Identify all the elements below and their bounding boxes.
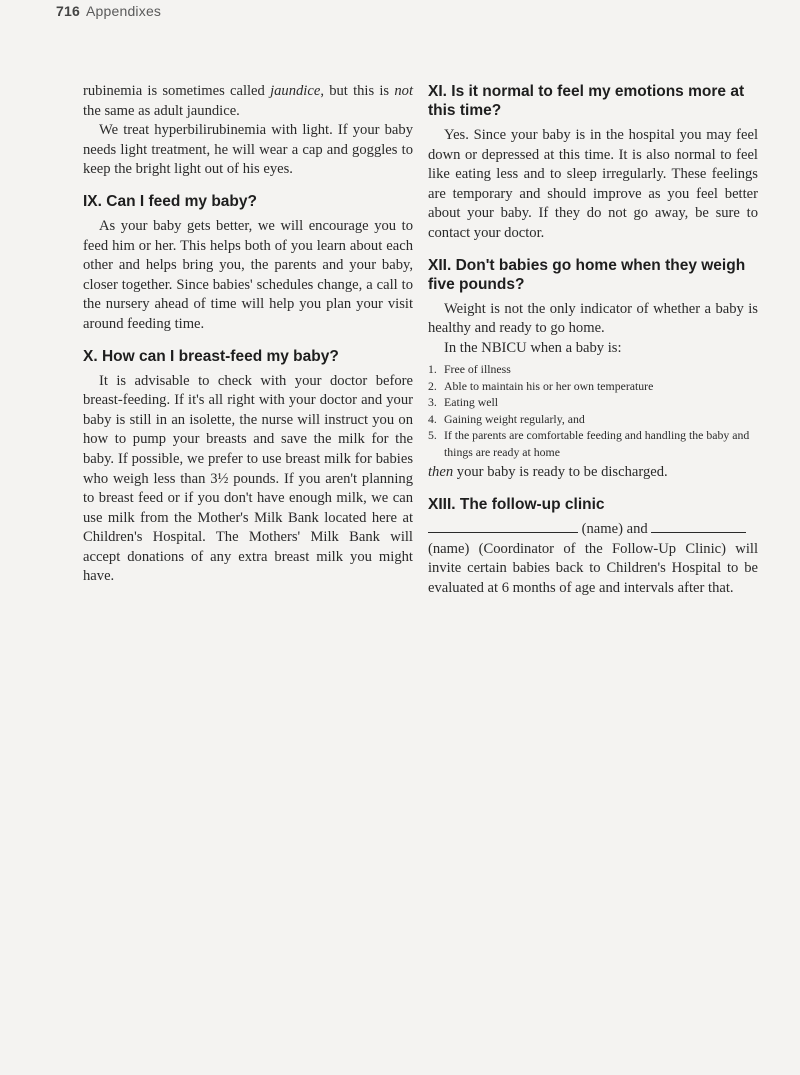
- page-number: 716: [56, 3, 80, 19]
- paragraph-jaundice: rubinemia is sometimes called jaundice, but this is not the same as adult jaundice.: [83, 83, 413, 119]
- discharge-conditions-list: [428, 361, 758, 460]
- paragraph-light-treatment: We treat hyperbilirubinemia with light. If your baby needs light treatment, he will wear a cap and goggles to keep the bright light out of his eyes.: [83, 122, 413, 178]
- right-column: [428, 82, 758, 598]
- list-item: 5. If the parents are comfortable feeding and handling the baby and things are ready at home: [428, 428, 750, 459]
- left-column: [83, 82, 413, 587]
- list-item: 2. Able to maintain his or her own temperature: [428, 378, 654, 393]
- paragraph-weight: Weight is not the only indicator of whether a baby is healthy and ready to go home.: [428, 300, 758, 337]
- heading-ix: IX. Can I feed my baby?: [83, 192, 257, 210]
- paragraph-follow-up: (name) (Coordinator of the Follow-Up Clinic) will invite certain babies back to Children's Hospital to be evaluated at 6 months of age and intervals after that.: [428, 540, 758, 596]
- paragraph-feeding: As your baby gets better, we will encourage you to feed him or her. This helps both of you learn about each other and helps bring you, the parents and your baby, closer together. Since babies' schedules change, a call to the nursery ahead of time will help you plan your visit around feeding time.: [83, 217, 413, 332]
- paragraph-discharge: then your baby is ready to be discharged.: [428, 464, 668, 481]
- fill-in-line: (name) and: [428, 520, 758, 540]
- paragraph-breast-feeding: It is advisable to check with your doctor before breast-feeding. If it's all right with your doctor and your baby is still in an isolette, the nurse will instruct you on how to pump your breasts and save the milk for the baby. If possible, we prefer to use breast milk for babies who weigh less than 3½ pounds. If you aren't planning to breast feed or if you don't have enough milk, we can use milk from the Mother's Milk Bank located here at Children's Hospital. The Mothers' Milk Bank will accept donations of any extra breast milk you might have.: [83, 372, 413, 585]
- running-head: [56, 3, 161, 19]
- list-item: 1. Free of illness: [428, 362, 511, 377]
- heading-xi: XI. Is it normal to feel my emotions more at this time?: [428, 83, 745, 119]
- heading-xii: XII. Don't babies go home when they weigh five pounds?: [428, 256, 746, 293]
- paragraph-nbicu: In the NBICU when a baby is:: [444, 339, 622, 356]
- heading-x: X. How can I breast-feed my baby?: [83, 347, 339, 365]
- section-title: Appendixes: [85, 3, 162, 19]
- paragraph-emotions: Yes. Since your baby is in the hospital you may feel down or depressed at this time. It is also normal to feel like eating less and to sleep irregularly. These feelings are temporary and should improve as you feel better about your baby. If they do not go away, be sure to contact your doctor.: [428, 127, 758, 241]
- list-item: 4. Gaining weight regularly, and: [428, 411, 585, 426]
- heading-xiii: XIII. The follow-up clinic: [428, 495, 605, 513]
- list-item: 3. Eating well: [428, 395, 499, 410]
- blank-name-2[interactable]: [651, 520, 746, 533]
- blank-name-1[interactable]: [428, 520, 578, 533]
